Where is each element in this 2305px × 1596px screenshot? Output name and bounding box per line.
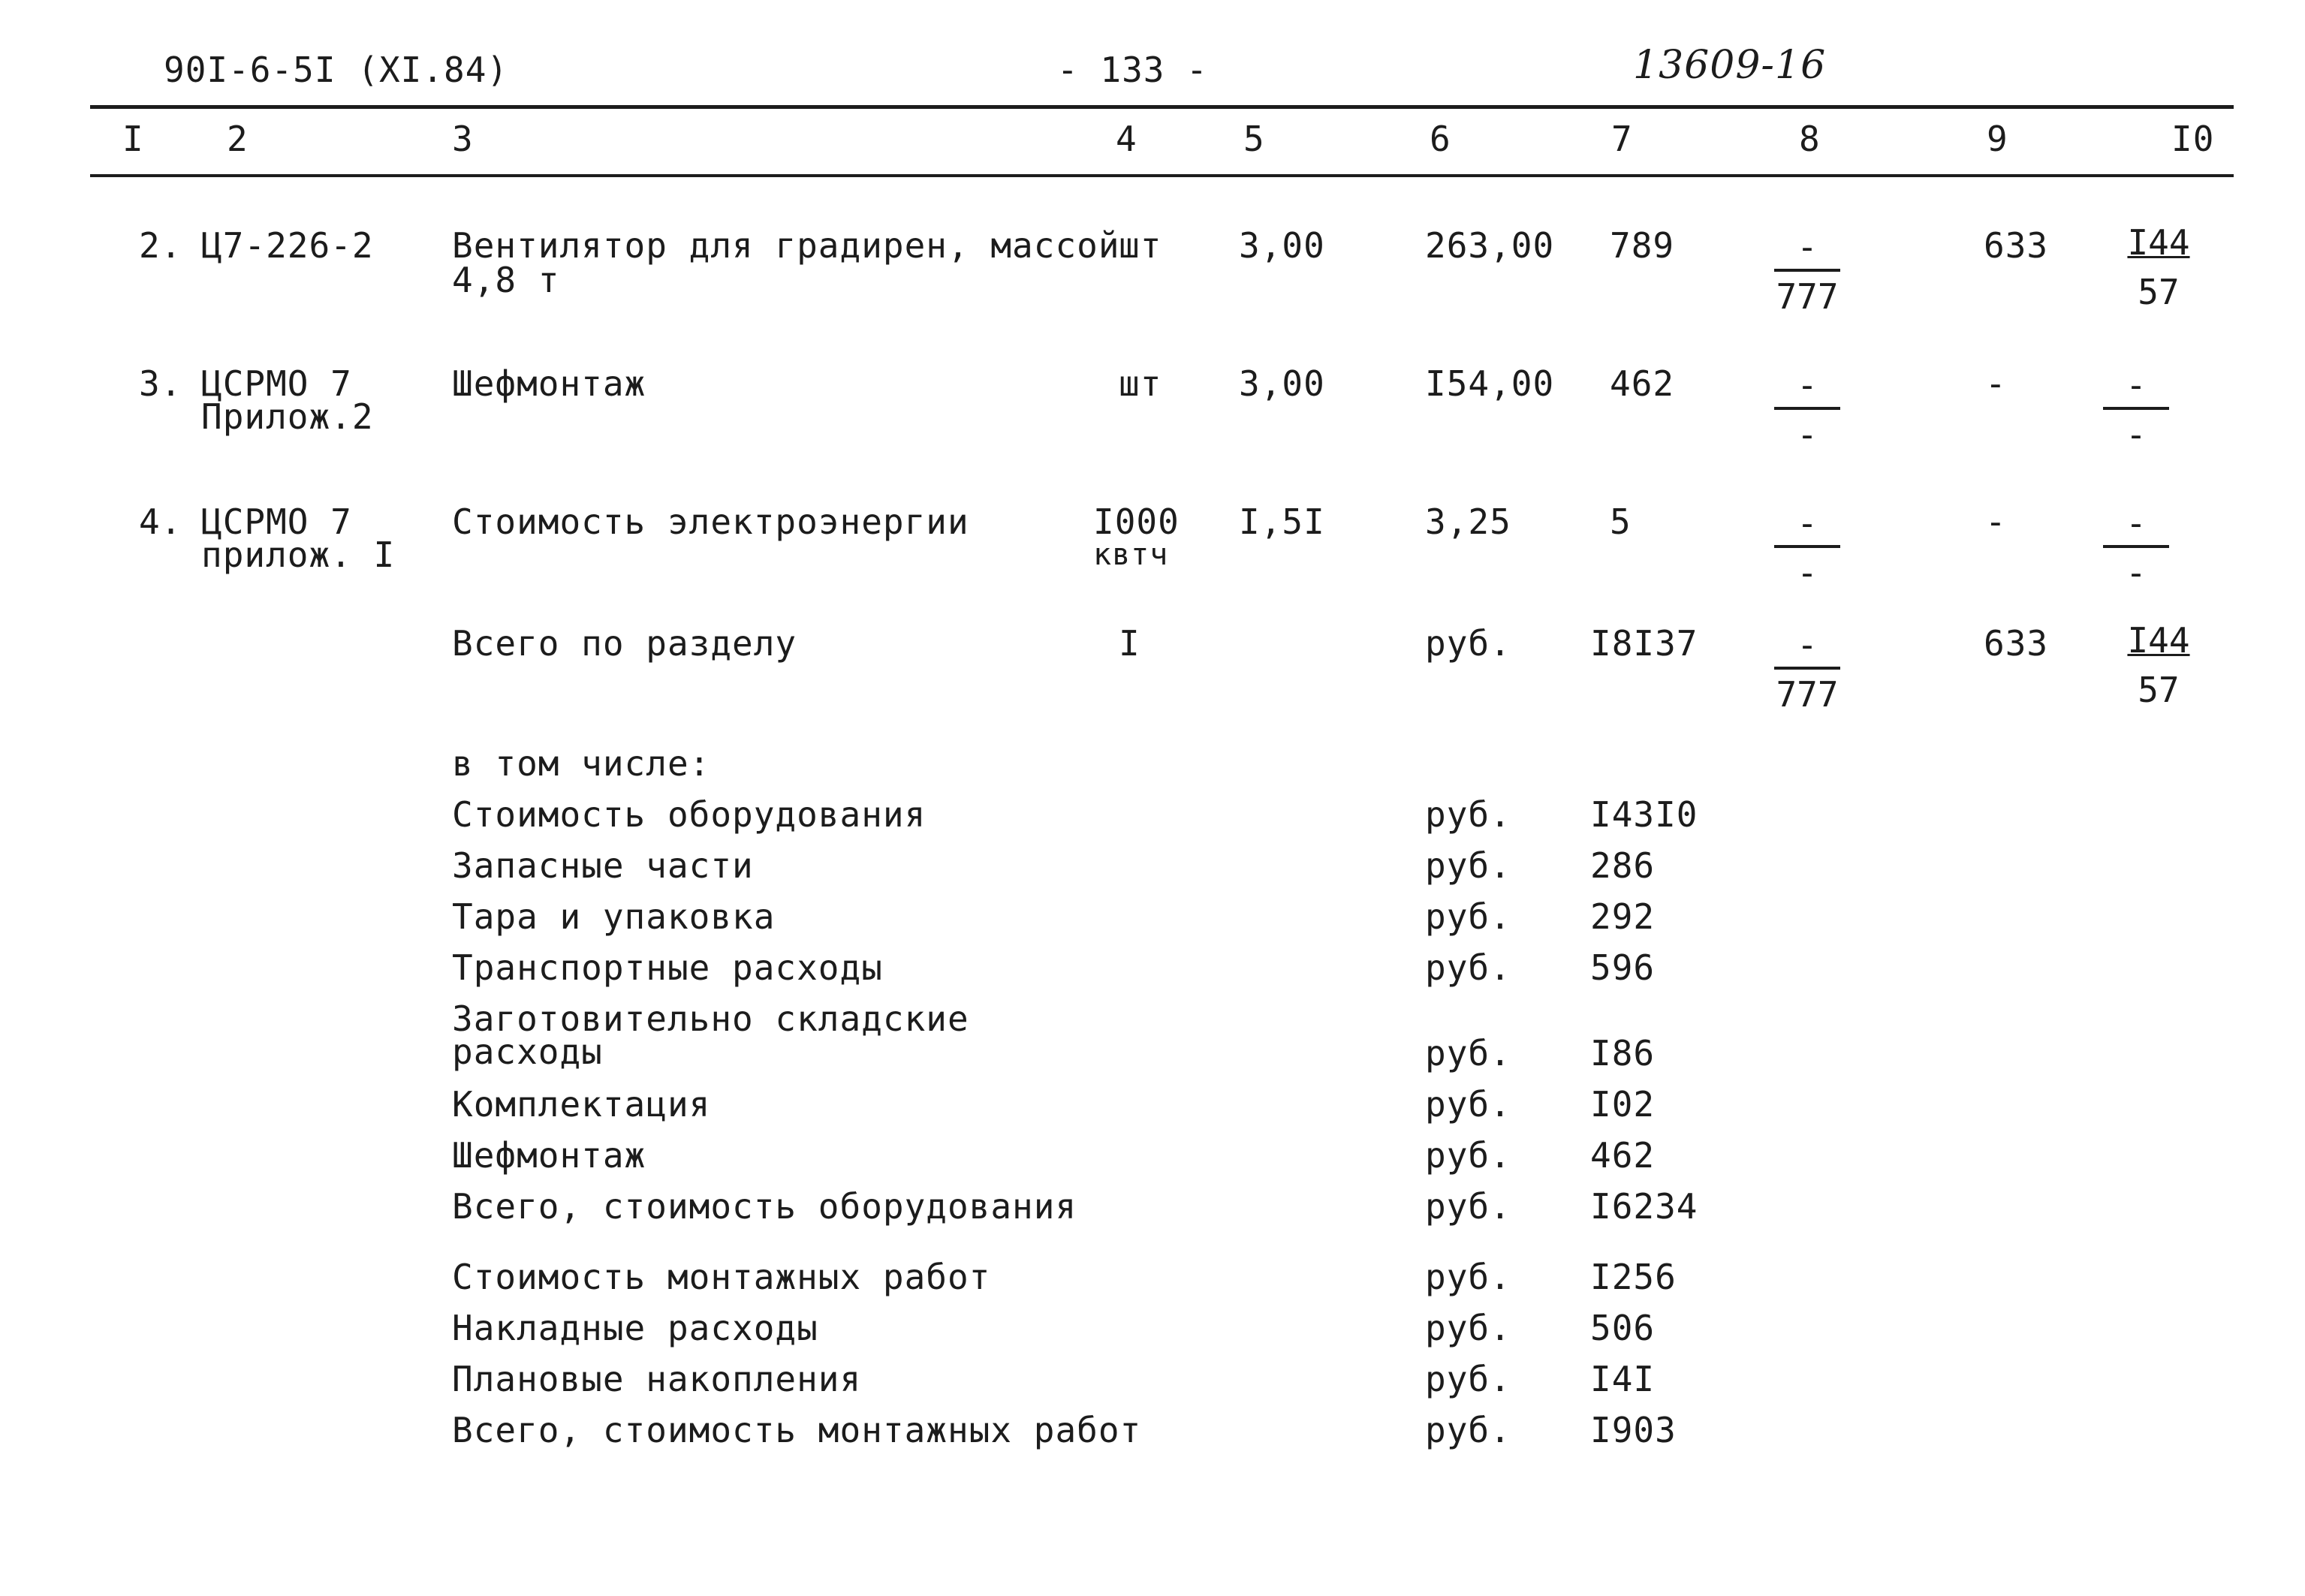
- top-rule: [90, 105, 2234, 109]
- row-number: 2.: [139, 225, 182, 266]
- fraction-denominator: -: [2126, 553, 2147, 593]
- fraction-numerator: I44: [2127, 222, 2190, 263]
- row-unit-line2: квтч: [1093, 538, 1169, 572]
- header-rule: [90, 174, 2234, 177]
- breakdown-label: Плановые накопления: [452, 1359, 862, 1399]
- breakdown-unit: руб.: [1425, 1084, 1511, 1125]
- breakdown-value: I6234: [1590, 1186, 1698, 1227]
- column-number-8: 8: [1799, 119, 1821, 159]
- breakdown-unit: руб.: [1425, 1257, 1511, 1297]
- fraction-numerator: -: [2126, 503, 2147, 544]
- handwritten-code: 13609-16: [1633, 43, 1827, 88]
- breakdown-unit: руб.: [1425, 947, 1511, 988]
- breakdown-label: Заготовительно складские: [452, 998, 969, 1039]
- breakdown-label: Всего, стоимость монтажных работ: [452, 1410, 1142, 1450]
- fraction-denominator: 57: [2138, 670, 2180, 710]
- row-unit-price: 3,25: [1425, 501, 1511, 542]
- breakdown-value: I903: [1590, 1410, 1677, 1450]
- row-number: 4.: [139, 501, 182, 542]
- row-unit: шт: [1119, 225, 1162, 266]
- row-number: 3.: [139, 363, 182, 404]
- fraction-bar: [1774, 545, 1840, 548]
- breakdown-label: Комплектация: [452, 1084, 711, 1125]
- row-col9: 633: [1984, 225, 2049, 266]
- row-code: ЦСРМО 7: [201, 501, 352, 542]
- row-unit: шт: [1119, 363, 1162, 404]
- fraction-bar: [2103, 545, 2169, 548]
- breakdown-label: Стоимость оборудования: [452, 794, 927, 835]
- row-quantity: 3,00: [1239, 363, 1325, 404]
- fraction-numerator: -: [1797, 365, 1818, 405]
- breakdown-unit: руб.: [1425, 1186, 1511, 1227]
- column-number-5: 5: [1243, 119, 1265, 159]
- breakdown-value: 292: [1590, 896, 1656, 937]
- row-quantity: 3,00: [1239, 225, 1325, 266]
- column-number-6: 6: [1430, 119, 1451, 159]
- column-number-4: 4: [1116, 119, 1137, 159]
- section-total-label: Всего по разделу: [452, 623, 797, 664]
- column-number-3: 3: [452, 119, 474, 159]
- fraction-bar: [2103, 407, 2169, 410]
- row-col10-fraction: [2095, 503, 2177, 593]
- fraction-numerator: I44: [2127, 620, 2190, 661]
- row-total: 5: [1610, 501, 1632, 542]
- breakdown-value: I256: [1590, 1257, 1677, 1297]
- page-number: - 133 -: [1057, 50, 1208, 90]
- column-number-9: 9: [1987, 119, 2008, 159]
- row-code: ЦСРМО 7: [201, 363, 352, 404]
- breakdown-value: I02: [1590, 1084, 1656, 1125]
- breakdown-label: Накладные расходы: [452, 1308, 818, 1348]
- row-total: 462: [1610, 363, 1675, 404]
- breakdown-value: 462: [1590, 1135, 1656, 1176]
- breakdown-label: Всего, стоимость оборудования: [452, 1186, 1077, 1227]
- fraction-denominator: -: [1797, 553, 1818, 593]
- column-number-10: I0: [2171, 119, 2215, 159]
- fraction-numerator: -: [1797, 625, 1818, 665]
- row-name: Вентилятор для градирен, массой: [452, 225, 1120, 266]
- row-col8-fraction: [1766, 503, 1849, 593]
- fraction-bar: [1774, 667, 1840, 670]
- section-total-col8-fraction: [1766, 625, 1849, 715]
- row-code-line2: Прилож.2: [201, 396, 374, 437]
- breakdown-label: Тара и упаковка: [452, 896, 776, 937]
- row-name-line2: 4,8 т: [452, 260, 560, 300]
- breakdown-unit: руб.: [1425, 1308, 1511, 1348]
- fraction-denominator: 777: [1776, 276, 1839, 317]
- row-col10-fraction: [2095, 365, 2177, 455]
- row-unit-price: I54,00: [1425, 363, 1555, 404]
- section-total-col10-fraction: [2117, 620, 2200, 710]
- fraction-numerator: -: [1797, 227, 1818, 267]
- breakdown-unit: руб.: [1425, 1033, 1511, 1074]
- column-number-1: I: [122, 119, 144, 159]
- breakdown-unit: руб.: [1425, 845, 1511, 886]
- breakdown-value: 286: [1590, 845, 1656, 886]
- section-total-unit: руб.: [1425, 623, 1511, 664]
- breakdown-unit: руб.: [1425, 1359, 1511, 1399]
- fraction-denominator: 57: [2138, 272, 2180, 312]
- breakdown-value: 506: [1590, 1308, 1656, 1348]
- fraction-denominator: -: [2126, 414, 2147, 455]
- fraction-bar: [1774, 407, 1840, 410]
- breakdown-unit: руб.: [1425, 896, 1511, 937]
- breakdown-unit: руб.: [1425, 1410, 1511, 1450]
- fraction-denominator: -: [1797, 414, 1818, 455]
- row-quantity: I,5I: [1239, 501, 1325, 542]
- breakdown-label: Стоимость монтажных работ: [452, 1257, 991, 1297]
- column-number-7: 7: [1611, 119, 1633, 159]
- breakdown-label: Запасные части: [452, 845, 754, 886]
- section-total-section: I: [1119, 623, 1140, 664]
- breakdown-label: Транспортные расходы: [452, 947, 883, 988]
- row-code: Ц7-226-2: [201, 225, 374, 266]
- section-total-col9: 633: [1984, 623, 2049, 664]
- document-code: 90I-6-5I (XI.84): [164, 50, 509, 90]
- fraction-denominator: 777: [1776, 674, 1839, 715]
- breakdown-label-line2: расходы: [452, 1031, 603, 1072]
- row-unit: I000: [1093, 501, 1180, 542]
- row-col9: -: [1985, 501, 2007, 542]
- section-total-value: I8I37: [1590, 623, 1698, 664]
- breakdown-value: I86: [1590, 1033, 1656, 1074]
- row-col10-fraction: [2117, 222, 2200, 312]
- row-unit-price: 263,00: [1425, 225, 1555, 266]
- row-col8-fraction: [1766, 365, 1849, 455]
- column-number-2: 2: [227, 119, 249, 159]
- row-col9: -: [1985, 363, 2007, 404]
- row-name: Стоимость электроэнергии: [452, 501, 969, 542]
- fraction-bar: [1774, 269, 1840, 272]
- fraction-numerator: -: [1797, 503, 1818, 544]
- row-col8-fraction: [1766, 227, 1849, 317]
- row-name: Шефмонтаж: [452, 363, 646, 404]
- breakdown-heading: в том числе:: [452, 743, 711, 784]
- breakdown-label: Шефмонтаж: [452, 1135, 646, 1176]
- breakdown-unit: руб.: [1425, 794, 1511, 835]
- row-total: 789: [1610, 225, 1675, 266]
- breakdown-value: I4I: [1590, 1359, 1656, 1399]
- breakdown-value: 596: [1590, 947, 1656, 988]
- fraction-numerator: -: [2126, 365, 2147, 405]
- row-code-line2: прилож. I: [201, 535, 396, 575]
- breakdown-value: I43I0: [1590, 794, 1698, 835]
- breakdown-unit: руб.: [1425, 1135, 1511, 1176]
